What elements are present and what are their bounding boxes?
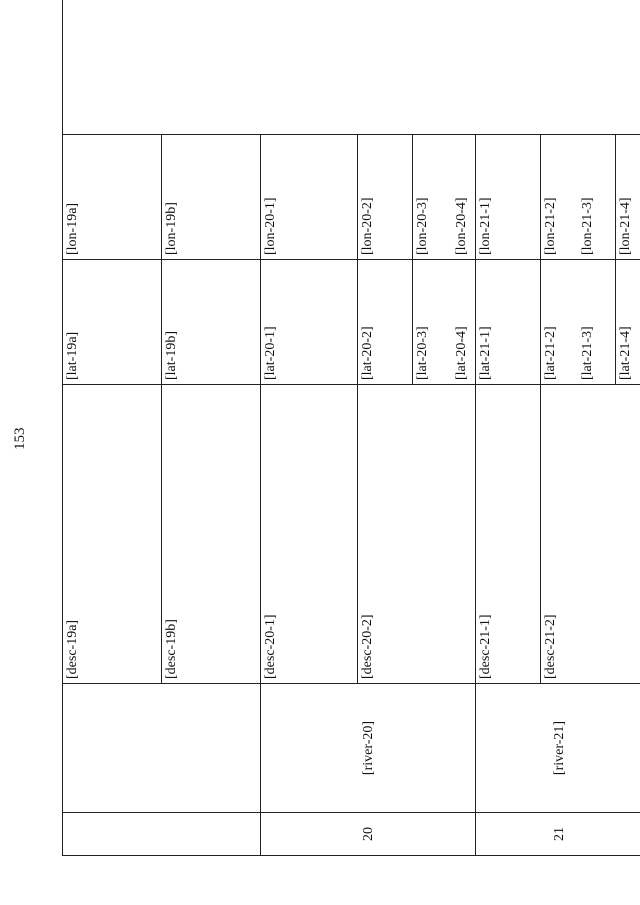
longitude-cell: [lon-21-4] [616, 135, 640, 260]
empty-column [63, 0, 640, 135]
table-frame [62, 46, 633, 856]
latitude-cell: [lat-20-2] [358, 260, 413, 385]
latitude-cell: [lat-21-4] [616, 260, 640, 385]
longitude-cell: [lon-19a] [63, 135, 162, 260]
section-description: [desc-21-2] [541, 385, 640, 684]
longitude-cell [541, 135, 616, 260]
page-number: 153 [12, 427, 28, 450]
row-number: 21 [476, 813, 640, 856]
longitude-cell [413, 135, 476, 260]
section-description: [desc-20-1] [261, 385, 358, 684]
row-number [63, 813, 261, 856]
coordinates-table [62, 0, 640, 856]
longitude-cell: [lon-21-1] [476, 135, 541, 260]
longitude-cell: [lon-19b] [162, 135, 261, 260]
rotated-table-wrapper [62, 46, 633, 856]
latitude-cell [413, 260, 476, 385]
latitude-cell: [lat-21-1] [476, 260, 541, 385]
longitude-value: [lon-20-3] [415, 197, 430, 255]
latitude-value: [lat-21-3] [580, 326, 595, 380]
section-description: [desc-19a] [63, 385, 162, 684]
section-description: [desc-19b] [162, 385, 261, 684]
river-name [63, 684, 261, 813]
longitude-value: [lon-20-4] [454, 197, 469, 255]
row-number: 20 [261, 813, 476, 856]
longitude-cell: [lon-20-2] [358, 135, 413, 260]
table-row [63, 0, 162, 856]
section-description: [desc-21-1] [476, 385, 541, 684]
latitude-value: [lat-20-4] [454, 326, 469, 380]
section-description: [desc-20-2] [358, 385, 476, 684]
latitude-cell: [lat-19a] [63, 260, 162, 385]
longitude-value: [lon-21-3] [580, 197, 595, 255]
latitude-value: [lat-20-3] [415, 326, 430, 380]
longitude-cell: [lon-20-1] [261, 135, 358, 260]
longitude-value: [lon-21-2] [543, 197, 558, 255]
latitude-cell [541, 260, 616, 385]
river-name: [river-21] [476, 684, 640, 813]
latitude-value: [lat-21-2] [543, 326, 558, 380]
latitude-cell: [lat-20-1] [261, 260, 358, 385]
river-name: [river-20] [261, 684, 476, 813]
latitude-cell: [lat-19b] [162, 260, 261, 385]
